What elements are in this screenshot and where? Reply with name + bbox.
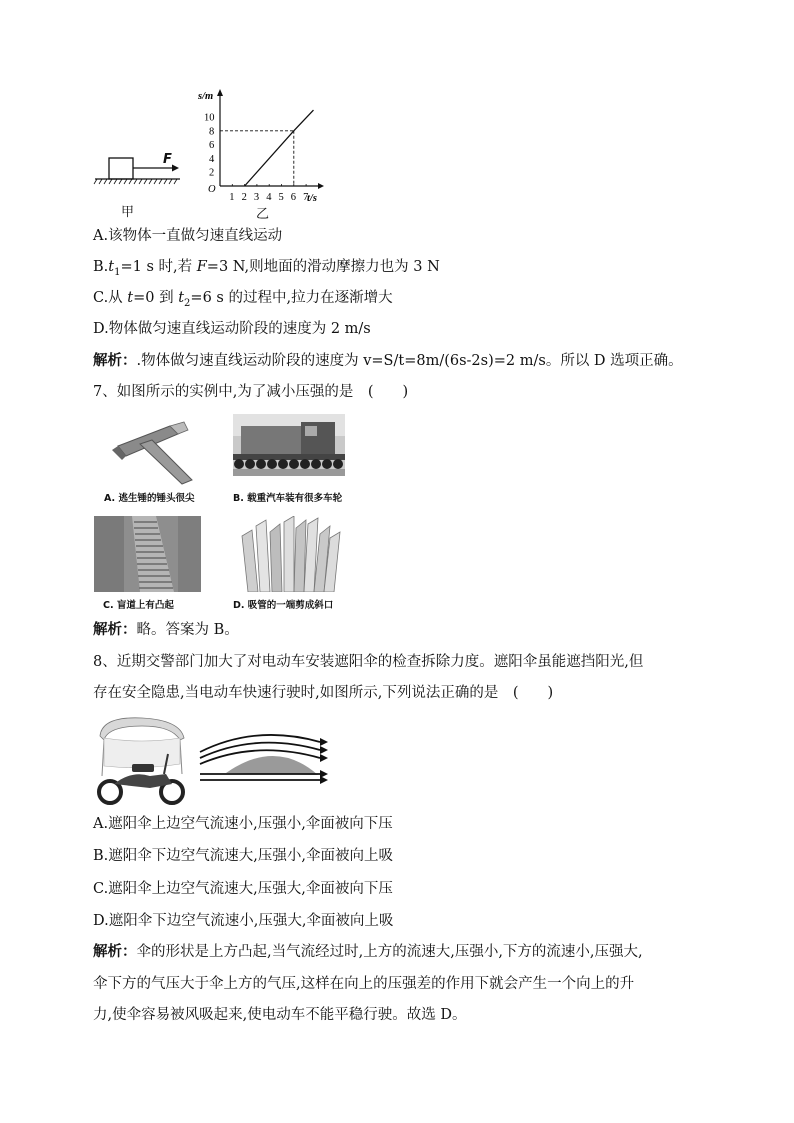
q8-question-line2: 存在安全隐患,当电动车快速行驶时,如图所示,下列说法正确的是 ( ) xyxy=(93,685,554,701)
q7-analysis: 解析：略。答案为 B。 xyxy=(93,621,239,638)
force-arrow-head xyxy=(172,165,179,172)
series-line xyxy=(245,110,314,186)
q8-question-line1: 8、近期交警部门加大了对电动车安装遮阳伞的检查拆除力度。遮阳伞虽能遮挡阳光,但 xyxy=(93,654,644,670)
ground-hatch xyxy=(94,179,177,184)
figure-jia-label: 甲 xyxy=(121,205,135,220)
y-axis-label: s/m xyxy=(198,91,214,102)
x-axis-arrow xyxy=(318,183,324,189)
y-tick-label: 10 xyxy=(204,112,215,124)
q6-analysis: 解析：.物体做匀速直线运动阶段的速度为 v=S/t=8m/(6s-2s)=2 m/s。所以 D 选项正确。 xyxy=(93,352,683,369)
escape-hammer-image xyxy=(100,412,208,487)
force-label: F xyxy=(163,152,172,167)
y-tick-label: 8 xyxy=(209,126,215,138)
q6-option-c: C.从 t=0 到 $t_2=6$ s 的过程中,拉力在逐渐增大 xyxy=(93,290,393,309)
y-tick-label: 4 xyxy=(209,153,215,165)
q8-option-d: D.遮阳伞下边空气流速小,压强大,伞面被向上吸 xyxy=(93,913,394,929)
figure-yi-label: 乙 xyxy=(256,207,270,222)
q8-option-c: C.遮阳伞上边空气流速大,压强大,伞面被向下压 xyxy=(93,881,393,897)
q7-caption-b: B. 载重汽车装有很多车轮 xyxy=(233,493,343,504)
st-chart xyxy=(190,86,330,206)
umbrella-profile xyxy=(226,756,318,775)
block-force-figure xyxy=(90,150,190,192)
y-axis-arrow xyxy=(217,89,223,96)
x-tick-label: 7 xyxy=(303,192,309,203)
q7-caption-c: C. 盲道上有凸起 xyxy=(103,600,174,611)
x-tick-label: 3 xyxy=(253,192,260,203)
origin-label: O xyxy=(208,184,216,195)
x-tick-label: 6 xyxy=(290,192,297,203)
x-tick-label: 4 xyxy=(266,192,272,203)
q6-option-b: $B.t_1=1$ s 时,若 F=3 N,则地面的滑动摩擦力也为 3 N xyxy=(93,259,440,278)
heavy-truck-image xyxy=(233,414,345,476)
q8-option-b: B.遮阳伞下边空气流速大,压强小,伞面被向上吸 xyxy=(93,848,393,864)
q6-option-a: A.该物体一直做匀速直线运动 xyxy=(93,228,283,244)
x-tick-label: 5 xyxy=(278,192,284,203)
x-tick-label: 1 xyxy=(229,192,235,203)
q8-option-a: A.遮阳伞上边空气流速小,压强小,伞面被向下压 xyxy=(93,816,393,832)
tactile-paving-image xyxy=(94,516,201,592)
y-tick-label: 2 xyxy=(209,167,215,179)
q8-analysis-line2: 伞下方的气压大于伞上方的气压,这样在向上的压强差的作用下就会产生一个向上的升 xyxy=(93,976,635,992)
straws-image xyxy=(232,516,347,592)
q8-analysis-line3: 力,使伞容易被风吸起来,使电动车不能平稳行驶。故选 D。 xyxy=(93,1007,467,1023)
q7-question: 7、如图所示的实例中,为了减小压强的是 ( ) xyxy=(93,384,409,400)
q7-caption-d: D. 吸管的一端剪成斜口 xyxy=(233,600,334,611)
q8-analysis-line1: 解析：伞的形状是上方凸起,当气流经过时,上方的流速大,压强小,下方的流速小,压强大, xyxy=(93,943,643,960)
q6-option-d: D.物体做匀速直线运动阶段的速度为 2 m/s xyxy=(93,321,371,337)
ebike-umbrella-image xyxy=(92,714,192,806)
y-tick-label: 6 xyxy=(209,140,215,152)
q7-caption-a: A. 逃生锤的锤头很尖 xyxy=(104,493,195,504)
airflow-diagram xyxy=(196,730,336,785)
x-axis-label: t/s xyxy=(307,193,317,204)
x-tick-label: 2 xyxy=(241,192,247,203)
block xyxy=(109,158,133,179)
